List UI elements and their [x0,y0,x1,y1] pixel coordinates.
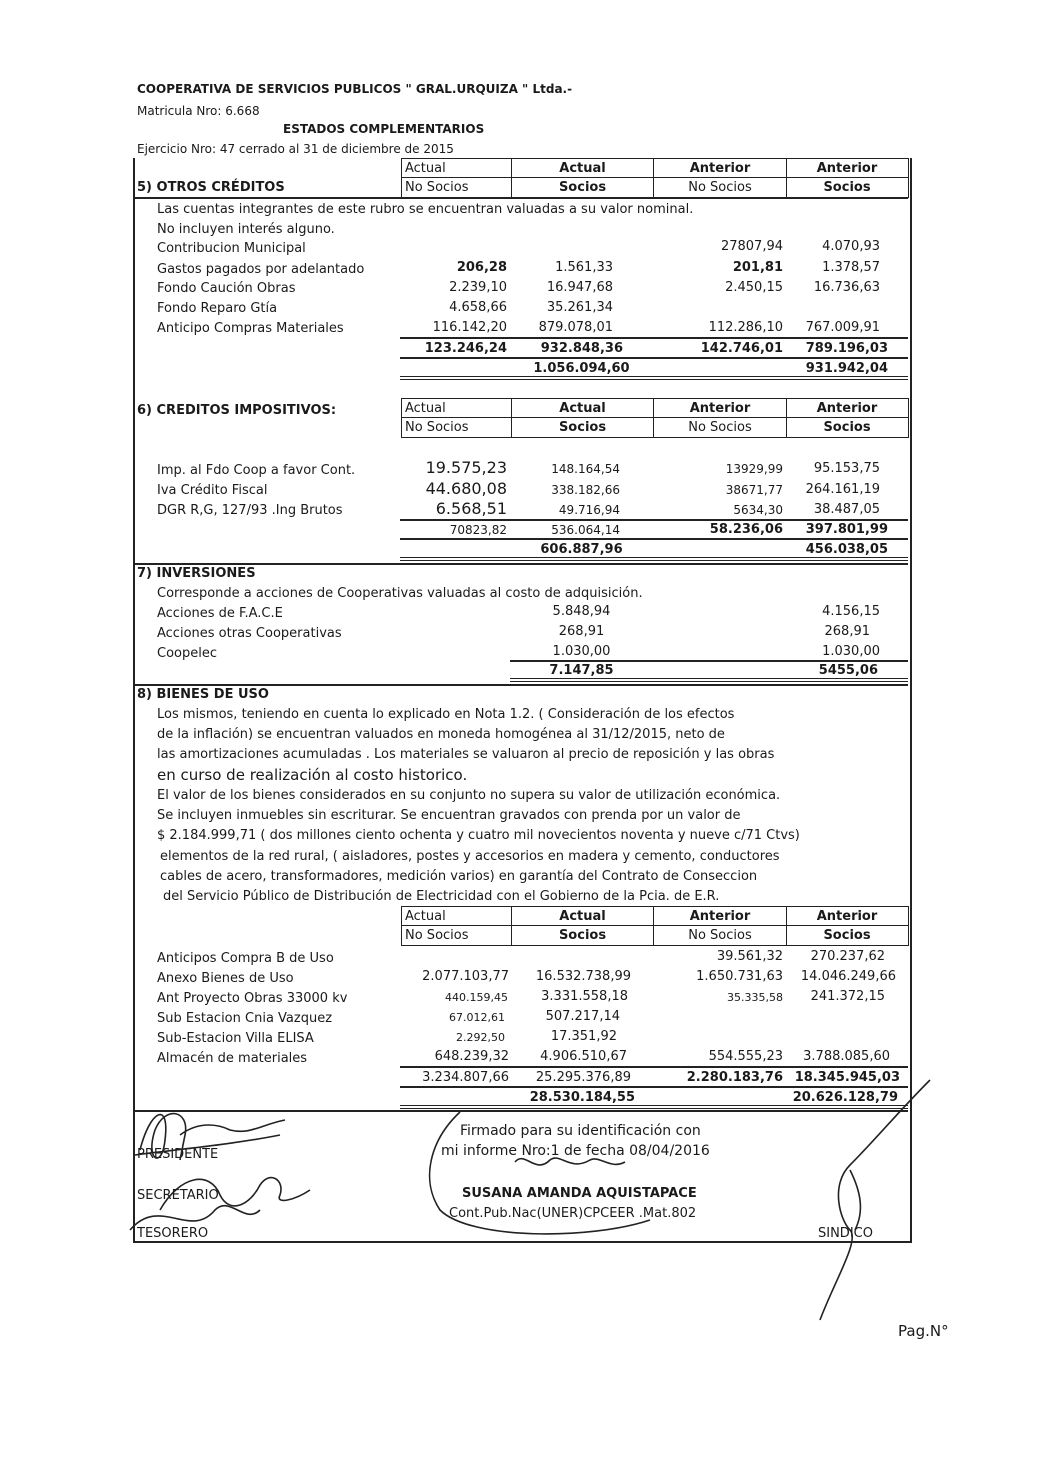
subtotal-line [400,357,908,359]
table-row-label: Fondo Caución Obras [157,281,296,296]
col-socios-label: Socios [558,420,607,435]
table-cell: 1.030,00 [822,644,880,659]
total-cell: 606.887,96 [540,542,623,557]
table-cell: 3.788.085,60 [803,1049,890,1064]
table-cell: 268,91 [824,624,870,639]
total-double-line [400,376,908,380]
table-row-label: Almacén de materiales [157,1051,308,1066]
col-socios-label: Socios [558,180,607,195]
col-no-socios-label: No Socios [405,928,469,943]
col-anterior-label: Anterior [816,909,878,924]
table-cell: 6.568,51 [435,499,507,518]
table-row-label: Sub-Estacion Villa ELISA [157,1031,314,1046]
auditor-name: SUSANA AMANDA AQUISTAPACE [462,1186,697,1201]
col-actual-label: Actual [559,161,606,176]
table-cell: 440.159,45 [445,991,508,1004]
total-cell: 1.056.094,60 [533,361,630,376]
presidente-label: PRESIDENTE [137,1147,219,1162]
s7-title: 7) INVERSIONES [137,566,256,581]
table-row-label: Coopelec [157,646,217,661]
table-cell: 19.575,23 [425,458,507,477]
table-cell: 17.351,92 [550,1029,617,1044]
total-double-line [400,557,908,561]
s5-note: No incluyen interés alguno. [157,222,335,237]
s8-column-header [401,906,909,946]
table-cell: 648.239,32 [434,1049,509,1064]
table-cell: 1.650.731,63 [696,969,783,984]
s8-paragraph: en curso de realización al costo historico. [157,766,468,784]
col-anterior-label: Anterior [816,401,878,416]
firmado-text: Firmado para su identificación con [460,1123,701,1139]
table-cell: 879.078,01 [538,320,613,335]
table-cell: 1.378,57 [822,260,880,275]
subtotal-cell: 123.246,24 [424,341,507,356]
table-cell: 5.848,94 [552,604,611,619]
table-cell: 4.156,15 [822,604,880,619]
table-cell: 201,81 [732,260,783,275]
page-number-label: Pag.N° [898,1322,949,1340]
s6-title: 6) CREDITOS IMPOSITIVOS: [137,403,337,418]
table-cell: 268,91 [558,624,605,639]
signature-sindico [780,1070,950,1340]
col-socios-label: Socios [823,180,871,195]
subtotal-cell: 3.234.807,66 [422,1070,509,1085]
subtotal-line [400,1066,908,1068]
total-cell: 456.038,05 [805,542,888,557]
table-row-label: Fondo Reparo Gtía [157,301,278,316]
table-cell: 112.286,10 [708,320,783,335]
table-cell: 116.142,20 [432,320,507,335]
table-cell: 38671,77 [725,483,783,497]
table-cell: 38.487,05 [813,502,880,517]
table-cell: 4.658,66 [449,300,507,315]
total-cell: 28.530.184,55 [529,1090,635,1105]
subtotal-cell: 2.280.183,76 [686,1070,783,1085]
s8-paragraph: Se incluyen inmuebles sin escriturar. Se encuentran gravados con prenda por un valor de [157,808,741,823]
col-actual-label: Actual [559,401,606,416]
table-cell: 35.261,34 [546,300,613,315]
company-name: COOPERATIVA DE SERVICIOS PUBLICOS " GRAL.URQUIZA " Ltda.- [137,82,573,96]
subtotal-line [400,337,908,339]
col-no-socios-label: No Socios [405,180,469,195]
ejercicio: Ejercicio Nro: 47 cerrado al 31 de diciembre de 2015 [137,142,454,156]
table-cell: 4.906.510,67 [540,1049,627,1064]
subtotal-line [510,660,908,662]
subtotal-cell: 397.801,99 [805,522,888,537]
matricula: Matricula Nro: 6.668 [137,104,260,118]
table-cell: 767.009,91 [805,320,880,335]
col-actual-label: Actual [405,909,446,924]
table-cell: 49.716,94 [558,503,620,517]
table-row-label: Contribucion Municipal [157,241,306,256]
sindico-label: SINDICO [818,1226,873,1241]
s7-note: Corresponde a acciones de Cooperativas valuadas al costo de adquisición. [157,586,643,601]
divider [133,563,908,565]
table-cell: 554.555,23 [708,1049,783,1064]
table-row-label: DGR R,G, 127/93 .Ing Brutos [157,503,343,518]
table-cell: 27807,94 [720,239,783,254]
table-row-label: Imp. al Fdo Coop a favor Cont. [157,463,356,478]
s8-paragraph: de la inflación) se encuentran valuados en moneda homogénea al 31/12/2015, neto de [157,727,725,742]
col-no-socios-label: No Socios [688,180,752,195]
table-row-label: Acciones otras Cooperativas [157,626,342,641]
s8-paragraph: elementos de la red rural, ( aisladores, postes y accesorios en madera y cemento, conductores [160,849,780,864]
subtotal-cell: 142.746,01 [700,341,783,356]
table-cell: 1.561,33 [555,260,613,275]
subtotal-line [400,519,908,521]
s6-column-header [401,398,909,438]
table-row-label: Acciones de F.A.C.E [157,606,283,621]
table-cell: 2.292,50 [456,1031,505,1044]
signature-secretario [120,1155,320,1245]
table-cell: 14.046.249,66 [800,969,896,984]
page-title: ESTADOS COMPLEMENTARIOS [283,122,485,136]
total-cell: 931.942,04 [805,361,888,376]
table-cell: 13929,99 [725,462,783,476]
table-cell: 16.947,68 [546,280,613,295]
col-anterior-label: Anterior [816,161,878,176]
s5-column-header [401,158,909,198]
subtotal-cell: 789.196,03 [805,341,888,356]
table-cell: 3.331.558,18 [541,989,628,1004]
s8-paragraph: las amortizaciones acumuladas . Los materiales se valuaron al precio de reposición y las obras [157,747,775,762]
table-cell: 16.736,63 [813,280,880,295]
auditor-matricula: Cont.Pub.Nac(UNER)CPCEER .Mat.802 [449,1206,697,1221]
table-cell: 67.012,61 [449,1011,505,1024]
subtotal-cell: 932.848,36 [540,341,623,356]
table-cell: 39.561,32 [716,949,783,964]
table-row-label: Iva Crédito Fiscal [157,483,268,498]
col-no-socios-label: No Socios [688,928,752,943]
col-socios-label: Socios [558,928,607,943]
col-anterior-label: Anterior [689,161,751,176]
col-socios-label: Socios [823,420,871,435]
s8-paragraph: Los mismos, teniendo en cuenta lo explicado en Nota 1.2. ( Consideración de los efectos [157,707,735,722]
s5-note: Las cuentas integrantes de este rubro se encuentran valuadas a su valor nominal. [157,202,694,217]
table-cell: 241.372,15 [810,989,885,1004]
table-cell: 5634,30 [733,503,783,517]
total-cell: 20.626.128,79 [792,1090,898,1105]
table-cell: 2.077.103,77 [422,969,509,984]
signature-auditor [410,1100,740,1250]
subtotal-cell: 536.064,14 [551,523,620,537]
table-cell: 270.237,62 [810,949,885,964]
s5-title: 5) OTROS CRÉDITOS [137,180,285,195]
table-cell: 4.070,93 [822,239,880,254]
table-cell: 2.239,10 [449,280,507,295]
table-cell: 338.182,66 [551,483,620,497]
total-double-line [510,678,908,682]
col-actual-label: Actual [559,909,606,924]
s8-title: 8) BIENES DE USO [137,687,269,702]
col-anterior-label: Anterior [689,401,751,416]
col-no-socios-label: No Socios [688,420,752,435]
table-row-label: Gastos pagados por adelantado [157,262,365,277]
col-socios-label: Socios [823,928,871,943]
s8-paragraph: del Servicio Público de Distribución de Electricidad con el Gobierno de la Pcia. de E.R. [163,889,720,904]
table-cell: 148.164,54 [551,462,620,476]
table-row-label: Sub Estacion Cnia Vazquez [157,1011,333,1026]
subtotal-cell: 58.236,06 [709,522,783,537]
s8-paragraph: El valor de los bienes considerados en su conjunto no supera su valor de utilización económica. [157,788,781,803]
informe-text: mi informe Nro:1 de fecha 08/04/2016 [441,1143,710,1159]
table-cell: 44.680,08 [425,479,507,498]
col-actual-label: Actual [405,401,446,416]
table-cell: 1.030,00 [552,644,611,659]
subtotal-cell: 25.295.376,89 [535,1070,631,1085]
table-cell: 264.161,19 [805,482,880,497]
col-actual-label: Actual [405,161,446,176]
s8-paragraph: cables de acero, transformadores, medición varios) en garantía del Contrato de Conseccion [160,869,758,884]
table-cell: 95.153,75 [813,461,880,476]
secretario-label: SECRETARIO [137,1188,219,1203]
table-cell: 2.450,15 [725,280,783,295]
total-cell: 5455,06 [818,663,878,678]
subtotal-cell: 18.345.945,03 [794,1070,900,1085]
col-no-socios-label: No Socios [405,420,469,435]
table-cell: 507.217,14 [545,1009,620,1024]
table-cell: 35.335,58 [727,991,783,1004]
table-cell: 16.532.738,99 [535,969,631,984]
table-cell: 206,28 [456,260,507,275]
table-row-label: Anticipos Compra B de Uso [157,951,334,966]
col-anterior-label: Anterior [689,909,751,924]
subtotal-cell: 70823,82 [449,523,507,537]
table-row-label: Ant Proyecto Obras 33000 kv [157,991,348,1006]
divider [133,684,908,686]
tesorero-label: TESORERO [137,1226,209,1241]
table-row-label: Anexo Bienes de Uso [157,971,294,986]
divider [133,197,908,199]
total-cell: 7.147,85 [549,663,614,678]
table-row-label: Anticipo Compras Materiales [157,321,344,336]
subtotal-line [400,538,908,540]
s8-paragraph: $ 2.184.999,71 ( dos millones ciento ochenta y cuatro mil novecientos noventa y nueve c/71 Ctvs) [157,828,800,843]
